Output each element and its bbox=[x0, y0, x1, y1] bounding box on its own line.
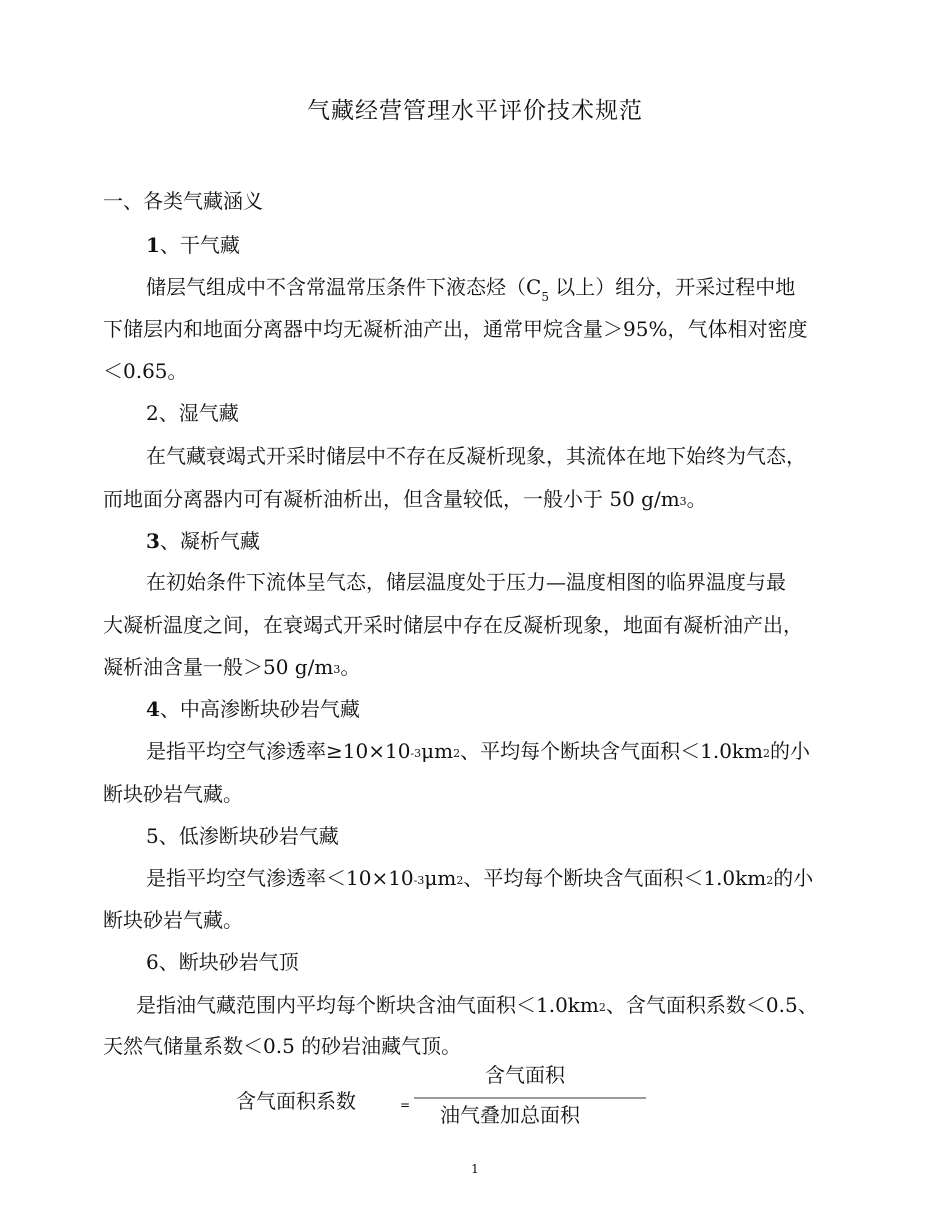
item6-heading: 6、断块砂岩气顶 bbox=[146, 950, 299, 974]
item1-line1 bbox=[146, 272, 795, 305]
item5-line1 bbox=[146, 863, 813, 897]
item4-line1 bbox=[146, 736, 810, 770]
item1-line1-part-b: 以上）组分，开采过程中地 bbox=[548, 275, 796, 299]
item2-line2-superscript: 3 bbox=[679, 495, 687, 508]
item4-heading bbox=[146, 694, 360, 724]
item4-line1-superscript-exp: -3 bbox=[410, 747, 422, 760]
item4-line1-part-d: 的小 bbox=[770, 739, 810, 763]
item3-line2: 大凝析温度之间，在衰竭式开采时储层中存在反凝析现象，地面有凝析油产出， bbox=[103, 613, 803, 637]
item5-line1-superscript-exp: -3 bbox=[413, 874, 425, 887]
item1-heading-text: 、干气藏 bbox=[159, 233, 240, 257]
item3-line1: 在初始条件下流体呈气态，储层温度处于压力—温度相图的临界温度与最 bbox=[146, 570, 786, 594]
page-number: 1 bbox=[471, 1162, 479, 1176]
item2-line2-part-b: 。 bbox=[686, 487, 707, 511]
item2-line1: 在气藏衰竭式开采时储层中不存在反凝析现象，其流体在地下始终为气态， bbox=[146, 444, 806, 468]
item4-line1-superscript-unit: 2 bbox=[453, 747, 461, 760]
item1-line2: 下储层内和地面分离器中均无凝析油产出，通常甲烷含量＞95%，气体相对密度 bbox=[103, 317, 808, 341]
item1-heading bbox=[146, 230, 240, 260]
item6-line1 bbox=[136, 990, 818, 1024]
item5-line1-part-b: μm bbox=[424, 866, 457, 890]
item4-line1-part-a: 是指平均空气渗透率≥10×10 bbox=[146, 739, 411, 763]
item3-line3-part-b: 。 bbox=[340, 655, 361, 679]
item4-line1-superscript-area: 2 bbox=[763, 747, 770, 760]
item3-heading bbox=[146, 526, 260, 556]
item6-line1-part-a: 是指油气藏范围内平均每个断块含油气面积＜1.0km bbox=[136, 993, 599, 1017]
item5-line1-part-d: 的小 bbox=[773, 866, 814, 890]
formula-equals-sign: = bbox=[400, 1098, 411, 1112]
formula-fraction-bar bbox=[414, 1097, 646, 1099]
item2-line2-part-a: 而地面分离器内可有凝析油析出，但含量较低，一般小于 50 g/m bbox=[103, 487, 680, 511]
item3-line3 bbox=[103, 652, 360, 686]
item1-line3: ＜0.65。 bbox=[103, 359, 188, 383]
item4-line1-part-b: μm bbox=[421, 739, 454, 763]
item2-line2 bbox=[103, 484, 707, 518]
formula-numerator: 含气面积 bbox=[485, 1063, 565, 1087]
item5-line1-superscript-unit: 2 bbox=[456, 874, 464, 887]
item6-line1-part-b: 、含气面积系数＜0.5、 bbox=[605, 993, 818, 1017]
item1-heading-number: 1 bbox=[146, 233, 160, 257]
item1-line1-subscript: 5 bbox=[541, 290, 549, 304]
item4-heading-text: 、中高渗断块砂岩气藏 bbox=[159, 697, 360, 721]
item5-line1-superscript-area: 2 bbox=[766, 874, 774, 887]
item3-heading-text: 、凝析气藏 bbox=[159, 529, 260, 553]
item4-line2: 断块砂岩气藏。 bbox=[103, 782, 243, 806]
document-title: 气藏经营管理水平评价技术规范 bbox=[307, 98, 643, 124]
item3-line3-superscript: 3 bbox=[333, 663, 341, 676]
item1-line1-part-a: 储层气组成中不含常温常压条件下液态烃（C bbox=[146, 275, 542, 299]
section-heading: 一、各类气藏涵义 bbox=[103, 189, 263, 213]
item6-line2: 天然气储量系数＜0.5 的砂岩油藏气顶。 bbox=[103, 1034, 462, 1058]
item3-heading-number: 3 bbox=[146, 529, 160, 553]
item2-heading: 2、湿气藏 bbox=[146, 401, 239, 425]
item5-line1-part-a: 是指平均空气渗透率＜10×10 bbox=[146, 866, 414, 890]
formula-denominator: 油气叠加总面积 bbox=[440, 1103, 580, 1127]
formula-left-term: 含气面积系数 bbox=[236, 1089, 356, 1113]
item3-line3-part-a: 凝析油含量一般＞50 g/m bbox=[103, 655, 334, 679]
item6-line1-superscript: 2 bbox=[598, 1001, 606, 1014]
item4-line1-part-c: 、平均每个断块含气面积＜1.0km bbox=[460, 739, 763, 763]
item5-heading: 5、低渗断块砂岩气藏 bbox=[146, 824, 339, 848]
item5-line1-part-c: 、平均每个断块含气面积＜1.0km bbox=[463, 866, 767, 890]
item4-heading-number: 4 bbox=[146, 697, 160, 721]
item5-line2: 断块砂岩气藏。 bbox=[103, 908, 243, 932]
